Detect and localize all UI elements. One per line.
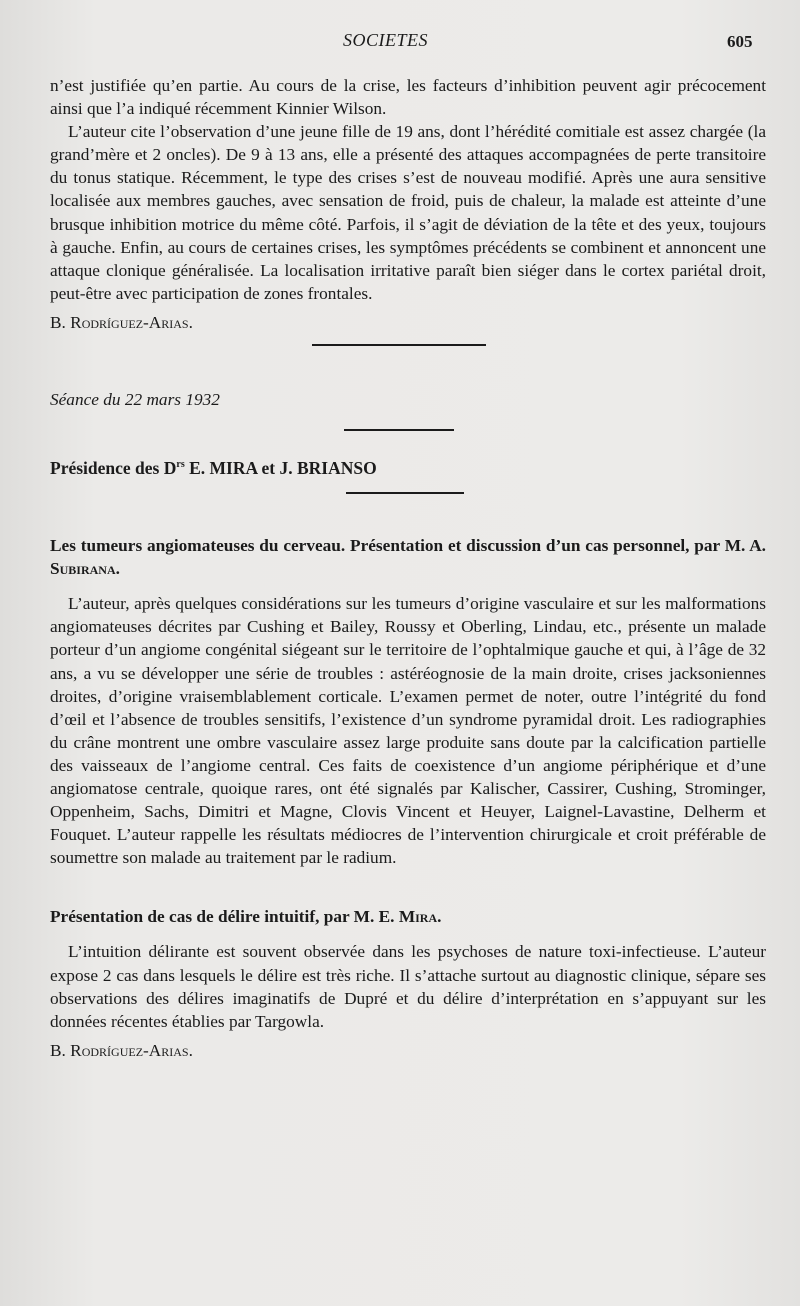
article-author-mira: Mira. — [398, 907, 442, 927]
paragraph-continued: n’est justifiée qu’en partie. Au cours de la crise, les facteurs d’inhibition peuvent agir précocement ainsi que l’a indiqué récemment Kinnier Wilson. — [50, 76, 766, 119]
section-rule — [312, 344, 486, 346]
article-author-subirana: Subirana. — [50, 559, 120, 579]
running-head — [0, 26, 800, 56]
presidency-names: E. MIRA et J. BRIANSO — [184, 457, 377, 478]
paragraph-delire: L’intuition délirante est souvent observée dans les psychoses de nature toxi-infectieuse. L’auteur expose 2 cas dans lesquels le délire est très riche. Il s’attache surtout au diagnostic clinique, sépare ses observations des délires imaginatifs de Dupré et du délire d’interprétation en s’appuyant sur les données récentes établies par Targowla. — [50, 942, 766, 1031]
article-title-delire — [50, 905, 766, 928]
paragraph-angiome: L’auteur, après quelques considérations sur les tumeurs d’origine vasculaire et sur les malformations angiomateuses décrites par Cushing et Bailey, Roussy et Oberling, Lindau, etc., présente un malade porteur d’un angiome congénital siégeant sur le territoire de l’ophtalmique gauche et qui, à l’âge de 32 ans, a vu se développer une série de troubles : astéréognosie de la main droite, crises jacksoniennes droites, d’origine vraisemblablement corticale. L’examen permet de noter, outre l’intégrité du fond d’œil et l’absence de troubles sensitifs, l’existence d’un syndrome pyramidal droit. Les radiographies du crâne montrent une ombre vasculaire assez large produite sans doute par la calcification partielle des vaisseaux de l’angiome central. Ces faits de coexistence d’un angiome périphérique et d’une angiomatose centrale, quoique rares, ont été signalés par Kalischer, Cassirer, Cushing, Strominger, Oppenheim, Sachs, Dimitri et Magne, Clovis Vincent et Heuyer, Laignel-Lavastine, Delherm et Fouquet. L’auteur rappelle les résultats médiocres de l’intervention chirurgicale et croit préférable de soumettre son malade au traitement par le radium. — [50, 594, 766, 868]
article-body — [50, 74, 766, 1062]
paragraph-observation: L’auteur cite l’observation d’une jeune fille de 19 ans, dont l’hérédité comitiale est assez chargée (la grand’mère et 2 oncles). De 9 à 13 ans, elle a présenté des attaques accompagnées de perte transitoire du tonus statique. Récemment, le type des crises s’est de nouveau modifié. Après une aura sensitive localisée aux membres gauches, avec sensation de froid, puis de chaleur, la malade est atteinte d’une brusque inhibition motrice du même côté. Parfois, il s’agit de déviation de la tête et des yeux, toujours à gauche. Enfin, au cours de certaines crises, les symptômes précédents se combinent et annoncent une attaque clonique généralisée. La localisation irritative paraît bien siéger dans le cortex pariétal droit, peut-être avec participation de zones frontales. — [50, 122, 766, 303]
signature-rodriguez-arias-2: B. Rodríguez-Arias. — [50, 1040, 193, 1060]
session-title: Séance du 22 mars 1932 — [50, 390, 220, 410]
article-title-tumeurs — [50, 534, 766, 580]
presidency-superscript: rs — [176, 459, 185, 471]
article-title-text: Les tumeurs angiomateuses du cerveau. Présentation et discussion d’un cas personnel, par M. A. — [50, 536, 766, 556]
running-title: SOCIETES — [343, 30, 428, 50]
page-number: 605 — [727, 32, 753, 51]
signature-rodriguez-arias: B. Rodríguez-Arias. — [50, 312, 193, 332]
presidency-line — [50, 453, 766, 480]
presidency-rule — [346, 492, 464, 494]
article-title-text: Présentation de cas de délire intuitif, par M. E. — [50, 907, 399, 927]
presidency-prefix: Présidence des D — [50, 457, 177, 478]
session-rule — [344, 429, 454, 431]
